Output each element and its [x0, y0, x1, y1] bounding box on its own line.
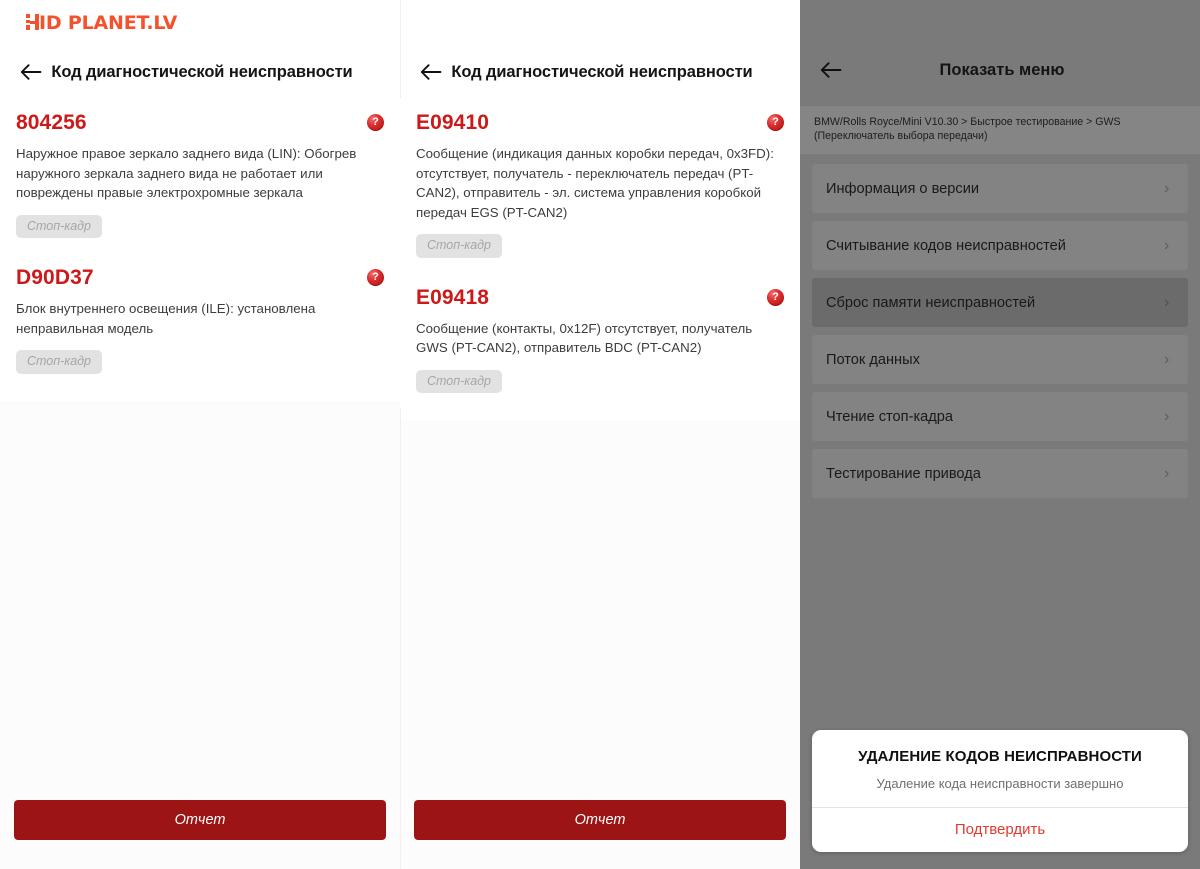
fault-list [0, 98, 400, 401]
chevron-right-icon: › [1164, 236, 1170, 254]
menu-item-actuator-test[interactable] [812, 449, 1188, 498]
page-title: Код диагностической неисправности [451, 62, 753, 81]
stylized-h-icon [26, 14, 39, 30]
fault-row-top [16, 266, 384, 290]
menu-item-data-stream[interactable] [812, 335, 1188, 384]
help-circle-icon[interactable]: ? [767, 289, 784, 306]
menu-item-label: Считывание кодов неисправностей [826, 237, 1066, 254]
chevron-right-icon: › [1164, 293, 1170, 311]
dialog-confirm-button[interactable]: Подтвердить [954, 821, 1046, 838]
clear-codes-dialog [812, 730, 1188, 852]
fault-code: D90D37 [16, 266, 94, 290]
menu-list [800, 154, 1200, 498]
menu-item-read-fault-codes[interactable] [812, 221, 1188, 270]
help-circle-icon[interactable]: ? [367, 114, 384, 131]
fault-code: E09418 [416, 285, 490, 309]
help-circle-icon[interactable]: ? [767, 114, 784, 131]
fault-row-top [16, 111, 384, 135]
fault-row[interactable] [400, 98, 800, 273]
brand-name-text: ID PLANET.LV [39, 12, 178, 34]
fault-row[interactable] [0, 98, 400, 253]
help-circle-icon[interactable]: ? [367, 269, 384, 286]
dialog-title: УДАЛЕНИЕ КОДОВ НЕИСПРАВНОСТИ [858, 748, 1142, 765]
fault-list [400, 98, 800, 420]
brand-logo [26, 12, 177, 34]
chevron-right-icon: › [1164, 407, 1170, 425]
menu-item-label: Информация о версии [826, 180, 979, 197]
fault-description: Сообщение (индикация данных коробки передач, 0x3FD): отсутствует, получатель - переключатель передач (PT-CAN2), отправитель - эл. система управления коробкой передач EGS (PT-CAN2) [416, 146, 774, 220]
fault-row-top [416, 286, 784, 310]
fault-row-top [416, 111, 784, 135]
menu-item-label: Сброс памяти неисправностей [826, 294, 1036, 311]
fault-description: Наружное правое зеркало заднего вида (LIN): Обогрев наружного зеркала заднего вида не работает или повреждены правые электрохромные зеркала [16, 146, 357, 201]
chevron-right-icon: › [1164, 350, 1170, 368]
menu-item-label: Тестирование привода [826, 465, 981, 482]
fault-code: E09410 [416, 111, 490, 134]
menu-panel-right [800, 0, 1200, 869]
menu-item-clear-fault-memory[interactable] [812, 278, 1188, 327]
freeze-frame-chip[interactable]: Стоп-кадр [16, 215, 102, 239]
menu-item-label: Поток данных [826, 351, 920, 368]
report-button[interactable]: Отчет [414, 800, 786, 840]
brand-bar-spacer [400, 0, 800, 46]
menu-item-label: Чтение стоп-кадра [826, 408, 954, 425]
dtc-panel-middle [400, 0, 800, 869]
dialog-message: Удаление кода неисправности завершно [876, 776, 1124, 791]
freeze-frame-chip[interactable]: Стоп-кадр [416, 234, 502, 258]
arrow-left-icon[interactable] [816, 55, 846, 85]
fault-row[interactable] [400, 273, 800, 409]
breadcrumb: BMW/Rolls Royce/Mini V10.30 > Быстрое тестирование > GWS (Переключатель выбора передачи) [800, 106, 1200, 154]
arrow-left-icon[interactable] [416, 57, 446, 87]
freeze-frame-chip[interactable]: Стоп-кадр [416, 370, 502, 394]
report-button-container [400, 800, 800, 840]
panel-left-header [0, 46, 400, 98]
menu-item-version-info[interactable] [812, 164, 1188, 213]
page-title: Код диагностической неисправности [51, 62, 353, 81]
menu-page-title: Показать меню [939, 60, 1065, 79]
freeze-frame-chip[interactable]: Стоп-кадр [16, 350, 102, 374]
fault-description: Блок внутреннего освещения (ILE): установлена неправильная модель [16, 301, 316, 336]
fault-code: 804256 [16, 111, 87, 134]
chevron-right-icon: › [1164, 464, 1170, 482]
panel-middle-header [400, 46, 800, 98]
brand-bar [0, 0, 400, 46]
fault-description: Сообщение (контакты, 0x12F) отсутствует, получатель GWS (PT-CAN2), отправитель BDC (PT-CAN2) [416, 320, 753, 356]
fault-row[interactable] [0, 253, 400, 389]
report-button[interactable]: Отчет [14, 800, 386, 840]
report-button-container [0, 800, 400, 840]
dialog-body [812, 730, 1188, 807]
menu-panel-header [800, 44, 1200, 96]
dtc-panel-left [0, 0, 400, 869]
chevron-right-icon: › [1164, 179, 1170, 197]
menu-item-read-freeze-frame[interactable] [812, 392, 1188, 441]
arrow-left-icon[interactable] [16, 57, 46, 87]
